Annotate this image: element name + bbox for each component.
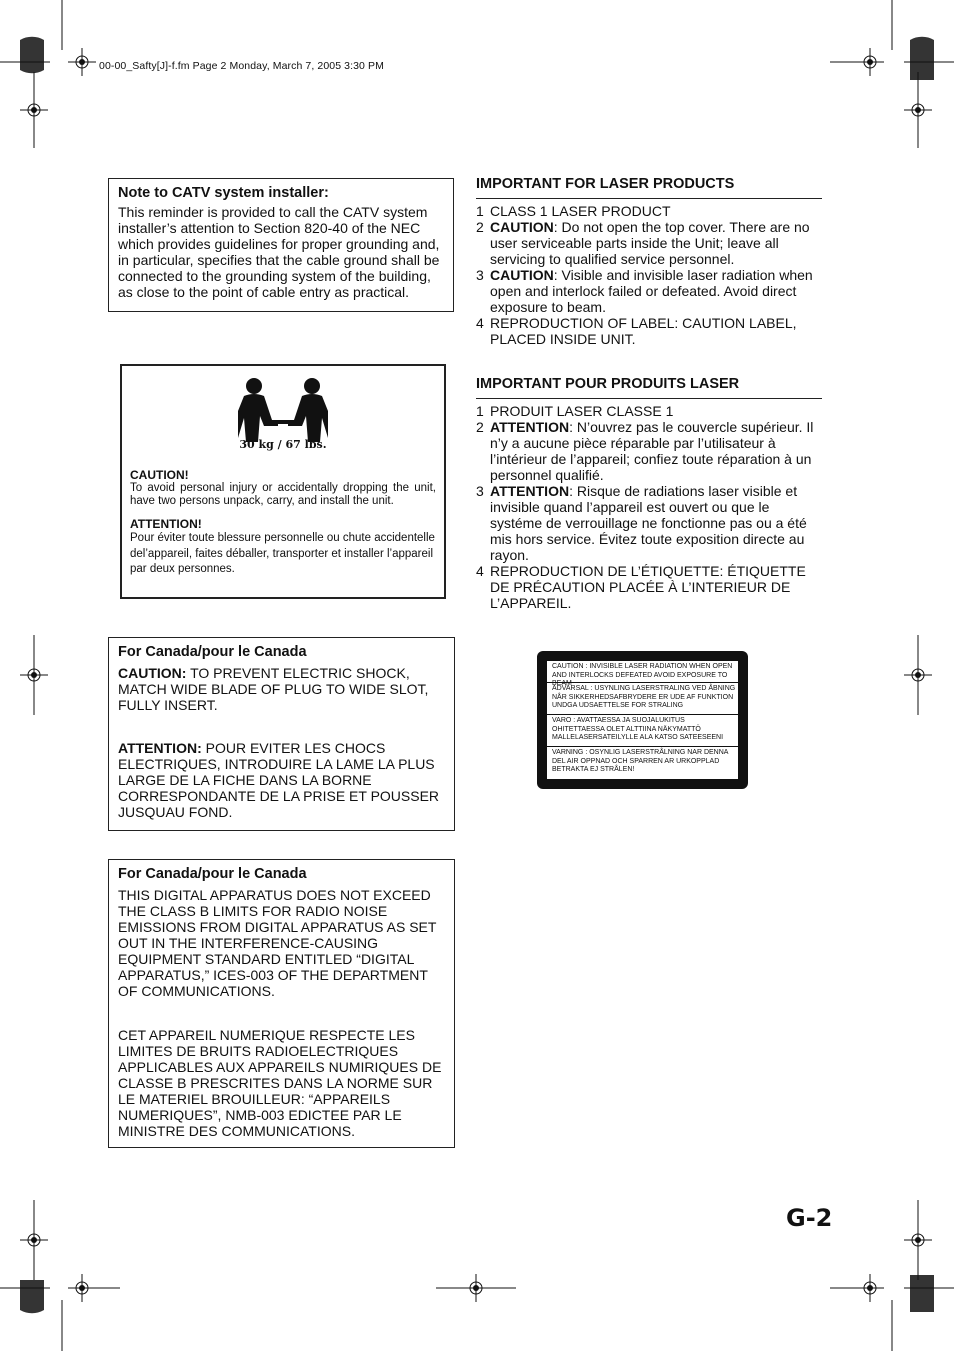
canada-plug-caution: [118, 665, 445, 713]
laser-en-title: IMPORTANT FOR LASER PRODUCTS: [476, 176, 822, 199]
lift-weight: 30 kg / 67 lbs.: [239, 438, 327, 451]
laser-fr-item: 2 ATTENTION: N’ouvrez pas le couvercle supérieur. Il n’y a aucune pièce réparable par l’utilisateur à l’intérieur de l’appareil; confiez toute réparation à un personnel qualifié.: [476, 419, 814, 483]
laser-en-item: 1 CLASS 1 LASER PRODUCT: [476, 203, 671, 219]
canada-plug-title: For Canada/pour le Canada: [118, 644, 307, 660]
laser-fr-item: 3 ATTENTION: Risque de radiations laser visible et invisible quand l’appareil est ouvert ou que le systéme de verrouillage ne fonctionne pas ou a été mis hors service. Évitez toute exposition directe au rayon.: [476, 483, 807, 563]
lift-caution-title: CAUTION!: [130, 468, 189, 482]
laser-caution-label: [537, 651, 748, 789]
canada-digital-box: [108, 859, 455, 1148]
lift-warning-box: [120, 364, 446, 599]
canada-digital-french: CET APPAREIL NUMERIQUE RESPECTE LES LIMITES DE BRUITS RADIOELECTRIQUES APPLICABLES AUX APPAREILS NUMIRIQUES DE CLASSE B PRESCRITES DANS LA NORME SUR LE MATERIEL BROUILLEUR: “APPAREILS NUMERIQUES”, NMB-003 EDICTEE PAR LE MINISTRE DES COMMUNICATIONS.: [118, 1027, 442, 1139]
canada-plug-attention-label: ATTENTION:: [118, 740, 202, 756]
laser-fr-list: [476, 403, 822, 611]
canada-plug-attention: [118, 740, 445, 820]
laser-en-item: 2 CAUTION: Do not open the top cover. There are no user serviceable parts inside the Unit; leave all servicing to qualified service personnel.: [476, 219, 810, 267]
catv-note-title: Note to CATV system installer:: [118, 185, 329, 201]
lift-attention-text: Pour éviter toute blessure personnelle ou chute accidentelle del’appareil, faites déballer, transporter et installer l’appareil par deux personnes.: [130, 532, 435, 575]
laser-fr-item: 4 REPRODUCTION DE L’ÉTIQUETTE: ÉTIQUETTE DE PRÉCAUTION PLACÉE À L’INTERIEUR DE L’APPAREIL.: [476, 563, 806, 611]
laser-caution-label-inner: [547, 661, 738, 779]
canada-plug-caution-label: CAUTION:: [118, 665, 187, 681]
laser-en-item: 3 CAUTION: Visible and invisible laser radiation when open and interlock failed or defeated. Avoid direct exposure to beam.: [476, 267, 813, 315]
canada-plug-attention-text: POUR EVITER LES CHOCS ELECTRIQUES, INTRODUIRE LA LAME LA PLUS LARGE DE LA FICHE DANS LA BORNE CORRESPONDANTE DE LA PRISE ET POUSSER JUSQUAU FOND.: [118, 740, 440, 820]
label-row: VARNING : OSYNLIG LASERSTRÅLNING NAR DENNA DEL AIR OPPNAD OCH SPARREN AR URKOPPLAD BETRAKTA EJ STRÅLEN!: [552, 749, 729, 773]
page-number: G-2: [786, 1204, 833, 1232]
canada-plug-caution-text: TO PREVENT ELECTRIC SHOCK, MATCH WIDE BLADE OF PLUG TO WIDE SLOT, FULLY INSERT.: [118, 665, 429, 713]
lift-caution-text: To avoid personal injury or accidentally dropping the unit, have two persons unpack, carry, and install the unit.: [130, 482, 436, 507]
canada-digital-title: For Canada/pour le Canada: [118, 866, 307, 882]
canada-plug-box: [108, 637, 455, 831]
label-row: VARO : AVATTAESSA JA SUOJALUKITUS OHITETTAESSA OLET ALTTIINA NÄKYMATTÖ MALLELASERSATEILYLLE ALA KATSO SATEESEENI: [547, 717, 738, 747]
file-info-header: 00-00_Safty[J]-f.fm Page 2 Monday, March 7, 2005 3:30 PM: [99, 60, 384, 72]
label-row: ADVARSAL : USYNLING LASERSTRALING VED ÅBNING NÅR SIKKERHEDSAFBRYDERE ER UDE AF FUNKTION UNDGA UDSAETTELSE FOR STRALING: [547, 685, 738, 715]
laser-en-item: 4 REPRODUCTION OF LABEL: CAUTION LABEL, PLACED INSIDE UNIT.: [476, 315, 797, 347]
laser-fr-title: IMPORTANT POUR PRODUITS LASER: [476, 376, 822, 399]
canada-digital-english: THIS DIGITAL APPARATUS DOES NOT EXCEED THE CLASS B LIMITS FOR RADIO NOISE EMISSIONS FROM DIGITAL APPARATUS AS SET OUT IN THE INTERFERENCE-CAUSING EQUIPMENT STANDARD ENTITLED “DIGITAL APPARATUS,” ICES-003 OF THE DEPARTMENT OF COMMUNICATIONS.: [118, 887, 437, 999]
laser-fr-item: 1 PRODUIT LASER CLASSE 1: [476, 403, 674, 419]
lift-attention-title: ATTENTION!: [130, 517, 202, 531]
catv-note-body: This reminder is provided to call the CATV system installer’s attention to Section 820-40 of the NEC which provides guidelines for proper grounding and, in particular, specifies that the cable ground shall be connected to the grounding system of the building, as close to the point of cable entry as practical.: [118, 204, 440, 300]
two-person-lift-icon: [238, 376, 328, 442]
label-row: CAUTION : INVISIBLE LASER RADIATION WHEN OPEN AND INTERLOCKS DEFEATED AVOID EXPOSURE TO BEAM: [547, 663, 738, 683]
laser-en-list: [476, 203, 822, 347]
catv-note-box: [108, 178, 454, 312]
